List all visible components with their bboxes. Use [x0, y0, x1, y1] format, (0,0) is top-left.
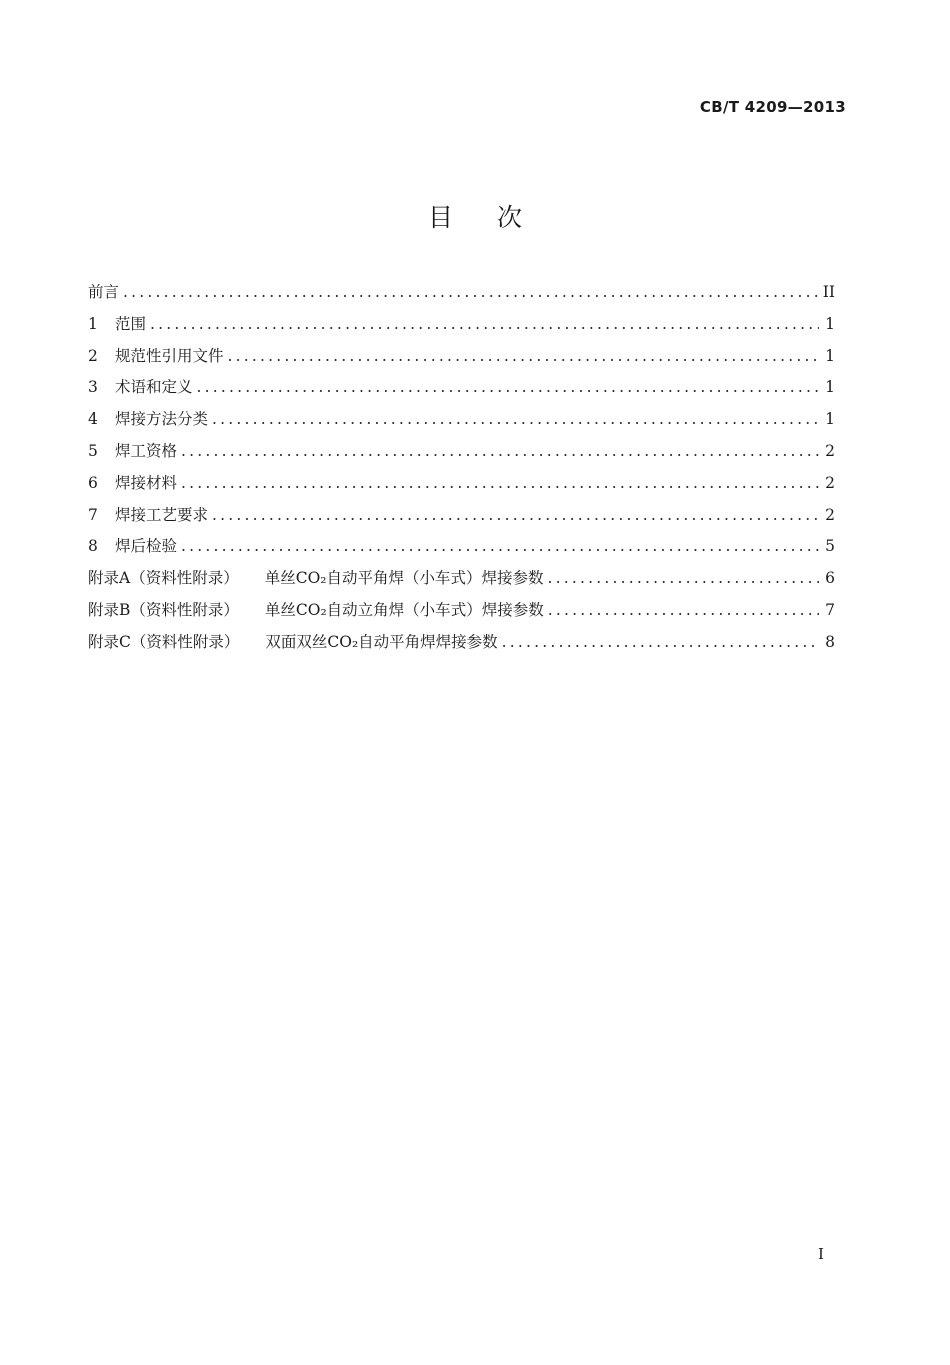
toc-entry-3[interactable] [88, 372, 835, 404]
dot-leader [212, 404, 819, 436]
toc-entry-label: 焊接材料 [115, 473, 178, 492]
toc-entry-page: 1 [825, 346, 835, 365]
toc-entry-appendix-b[interactable] [88, 595, 835, 627]
toc-entry-page: 2 [825, 473, 835, 492]
dot-leader [181, 531, 819, 563]
toc-entry-page: 6 [825, 569, 835, 588]
dot-leader [212, 500, 819, 532]
page-number: I [818, 1245, 824, 1263]
standard-code: CB/T 4209—2013 [699, 98, 846, 116]
dot-leader [502, 627, 819, 659]
toc-entry-page: II [822, 283, 835, 301]
dot-leader [548, 563, 820, 595]
appendix-title: 单丝CO₂自动立角焊（小车式）焊接参数 [264, 600, 544, 619]
toc-entry-5[interactable] [88, 436, 835, 468]
toc-entry-page: 5 [825, 537, 835, 556]
dot-leader [181, 436, 819, 468]
toc-entry-label: 焊工资格 [115, 441, 178, 460]
dot-leader [548, 595, 819, 627]
toc-entry-appendix-c[interactable] [88, 627, 835, 659]
appendix-label: 附录B（资料性附录） [88, 600, 239, 619]
dot-leader [150, 309, 819, 341]
appendix-label: 附录C（资料性附录） [88, 632, 240, 651]
dot-leader [181, 468, 819, 500]
toc-entry-number: 7 [88, 505, 98, 524]
appendix-label: 附录A（资料性附录） [88, 569, 239, 588]
toc-entry-6[interactable] [88, 468, 835, 500]
toc-entry-label: 术语和定义 [115, 378, 193, 397]
toc-entry-number: 1 [88, 314, 98, 333]
toc-entry-number: 4 [88, 410, 98, 429]
appendix-title: 单丝CO₂自动平角焊（小车式）焊接参数 [264, 569, 544, 588]
toc-entry-label: 焊接工艺要求 [115, 505, 209, 524]
toc-entry-number: 5 [88, 441, 98, 460]
toc-entry-4[interactable] [88, 404, 835, 436]
toc-entry-label: 规范性引用文件 [115, 346, 224, 365]
toc-entry-number: 8 [88, 537, 98, 556]
toc-entry-page: 2 [825, 441, 835, 460]
toc-entry-page: 1 [825, 378, 835, 397]
toc-entry-1[interactable] [88, 309, 835, 341]
toc-entry-page: 8 [825, 632, 835, 651]
toc-entry-page: 1 [825, 410, 835, 429]
toc-entry-number: 6 [88, 473, 98, 492]
dot-leader [123, 277, 819, 309]
toc-entry-appendix-a[interactable] [88, 563, 835, 595]
toc-entry-label: 焊接方法分类 [115, 410, 209, 429]
appendix-title: 双面双丝CO₂自动平角焊焊接参数 [265, 632, 498, 651]
toc-entry-page: 1 [825, 314, 835, 333]
toc-entry-page: 7 [825, 600, 835, 619]
toc-entry-label: 焊后检验 [115, 537, 178, 556]
toc-entry-label: 前言 [88, 283, 120, 301]
toc-entry-page: 2 [825, 505, 835, 524]
toc-entry-number: 2 [88, 346, 98, 365]
page-title: 目次 [427, 203, 566, 232]
toc-entry-number: 3 [88, 378, 98, 397]
dot-leader [197, 372, 819, 404]
toc-entry-8[interactable] [88, 531, 835, 563]
toc-entry-label: 范围 [115, 314, 147, 333]
toc-entry-foreword[interactable] [88, 277, 835, 309]
toc-entry-7[interactable] [88, 500, 835, 532]
toc-entry-2[interactable] [88, 341, 835, 373]
dot-leader [228, 341, 819, 373]
table-of-contents [88, 277, 835, 659]
